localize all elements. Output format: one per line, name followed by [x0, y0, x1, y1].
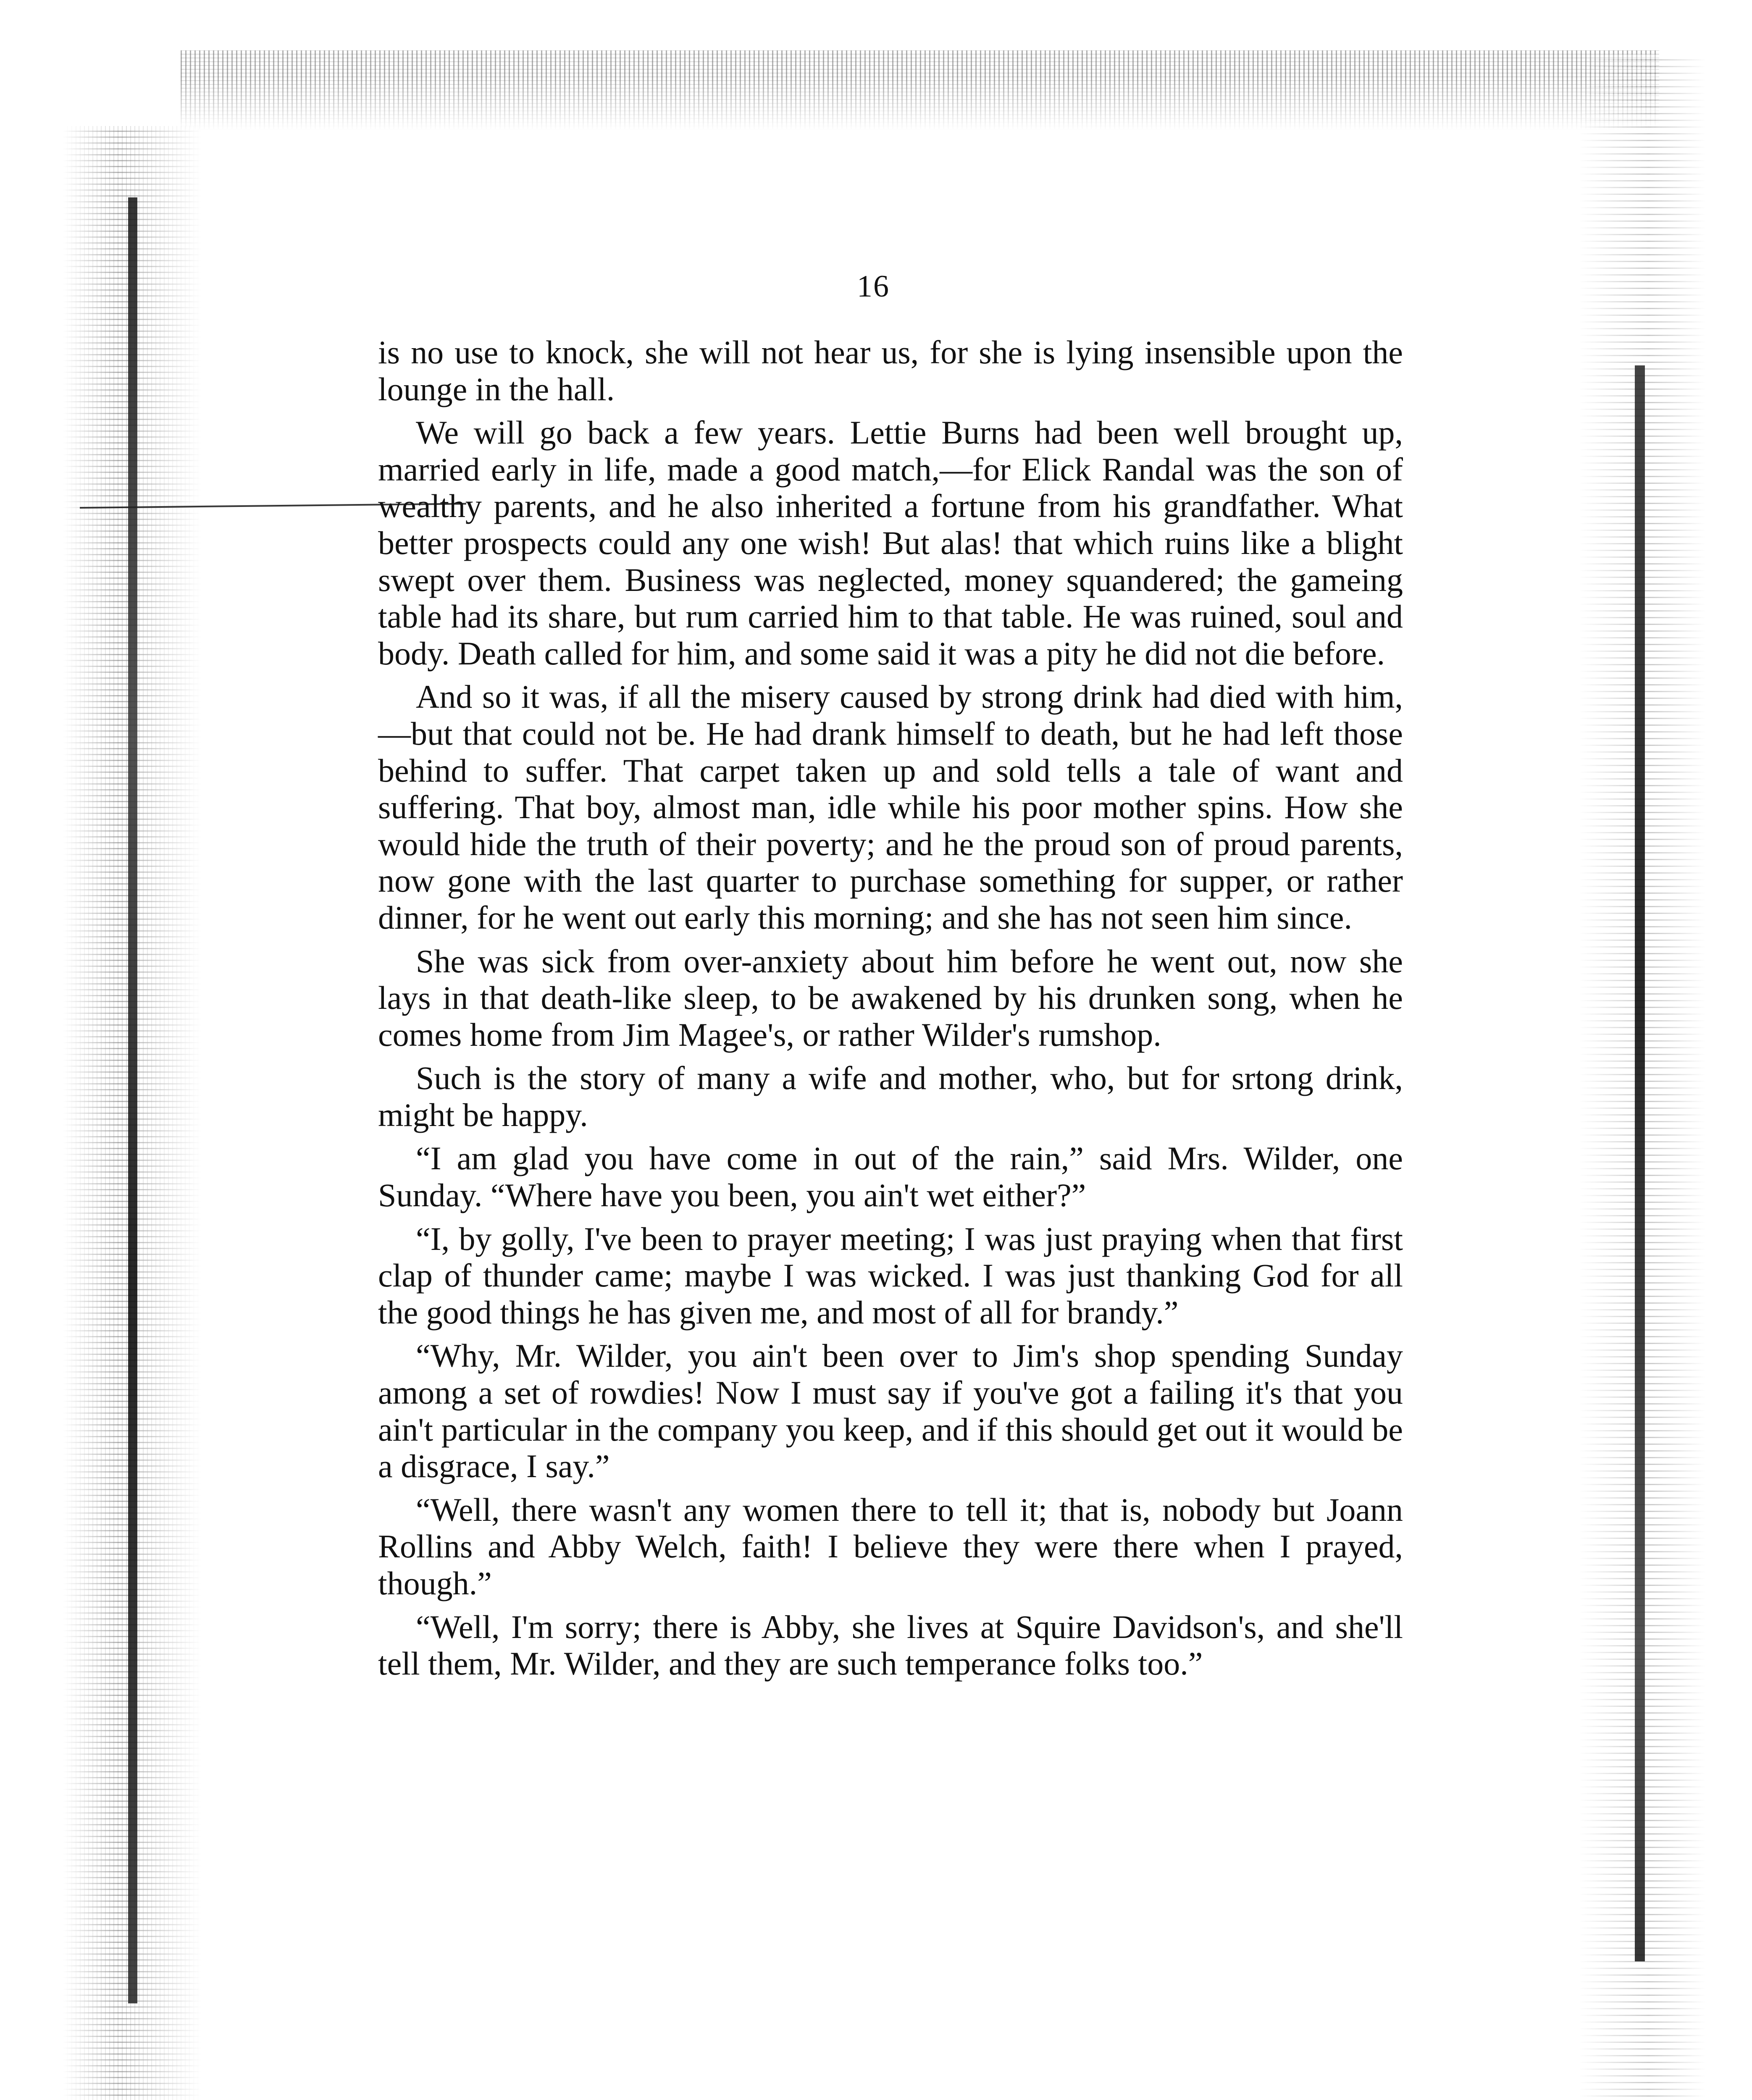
binding-shadow-left [128, 197, 137, 2003]
paragraph: “I, by golly, I've been to prayer meeting; I was just praying when that first clap of thunder came; maybe I was wicked. I was just thanking God for all the good things he has given me, and most of all for brandy.” [378, 1220, 1403, 1331]
paragraph: “Well, I'm sorry; there is Abby, she lives at Squire Davidson's, and she'll tell them, Mr. Wilder, and they are such temperance folks too.” [378, 1608, 1403, 1682]
paragraph: “Well, there wasn't any women there to tell it; that is, nobody but Joann Rollins and Abby Welch, faith! I believe they were there when I prayed, though.” [378, 1491, 1403, 1601]
binding-shadow-right [1635, 365, 1645, 1961]
paragraph: And so it was, if all the misery caused by strong drink had died with him,—but that could not be. He had drank himself to death, but he had left those behind to suffer. That carpet taken up and sold tells a tale of want and suffering. That boy, almost man, idle while his poor mother spins. How she would hide the truth of their poverty; and he the proud son of proud parents, now gone with the last quarter to purchase something for supper, or rather dinner, for he went out early this morning; and she has not seen him since. [378, 678, 1403, 936]
page-body-text [378, 334, 1403, 1689]
paragraph: “Why, Mr. Wilder, you ain't been over to Jim's shop spending Sunday among a set of rowdies! Now I must say if you've got a failing it's that you ain't particular in the company you keep, and if this should get out it would be a disgrace, I say.” [378, 1337, 1403, 1485]
page-number: 16 [857, 269, 890, 304]
paragraph: She was sick from over-anxiety about him before he went out, now she lays in that death-like sleep, to be awakened by his drunken song, when he comes home from Jim Magee's, or rather Wilder's rumshop. [378, 942, 1403, 1053]
paragraph: is no use to knock, she will not hear us, for she is lying insensible upon the lounge in the hall. [378, 334, 1403, 407]
scan-edge-top [181, 50, 1659, 130]
paragraph: “I am glad you have come in out of the rain,” said Mrs. Wilder, one Sunday. “Where have you been, you ain't wet either?” [378, 1140, 1403, 1214]
paragraph: Such is the story of many a wife and mother, who, but for srtong drink, might be happy. [378, 1060, 1403, 1133]
paragraph: We will go back a few years. Lettie Burns had been well brought up, married early in life, made a good match,—for Elick Randal was the son of wealthy parents, and he also inherited a fortune from his grandfather. What better prospects could any one wish! But alas! that which ruins like a blight swept over them. Business was neglected, money squandered; the gameing table had its share, but rum carried him to that table. He was ruined, soul and body. Death called for him, and some said it was a pity he did not die before. [378, 414, 1403, 672]
